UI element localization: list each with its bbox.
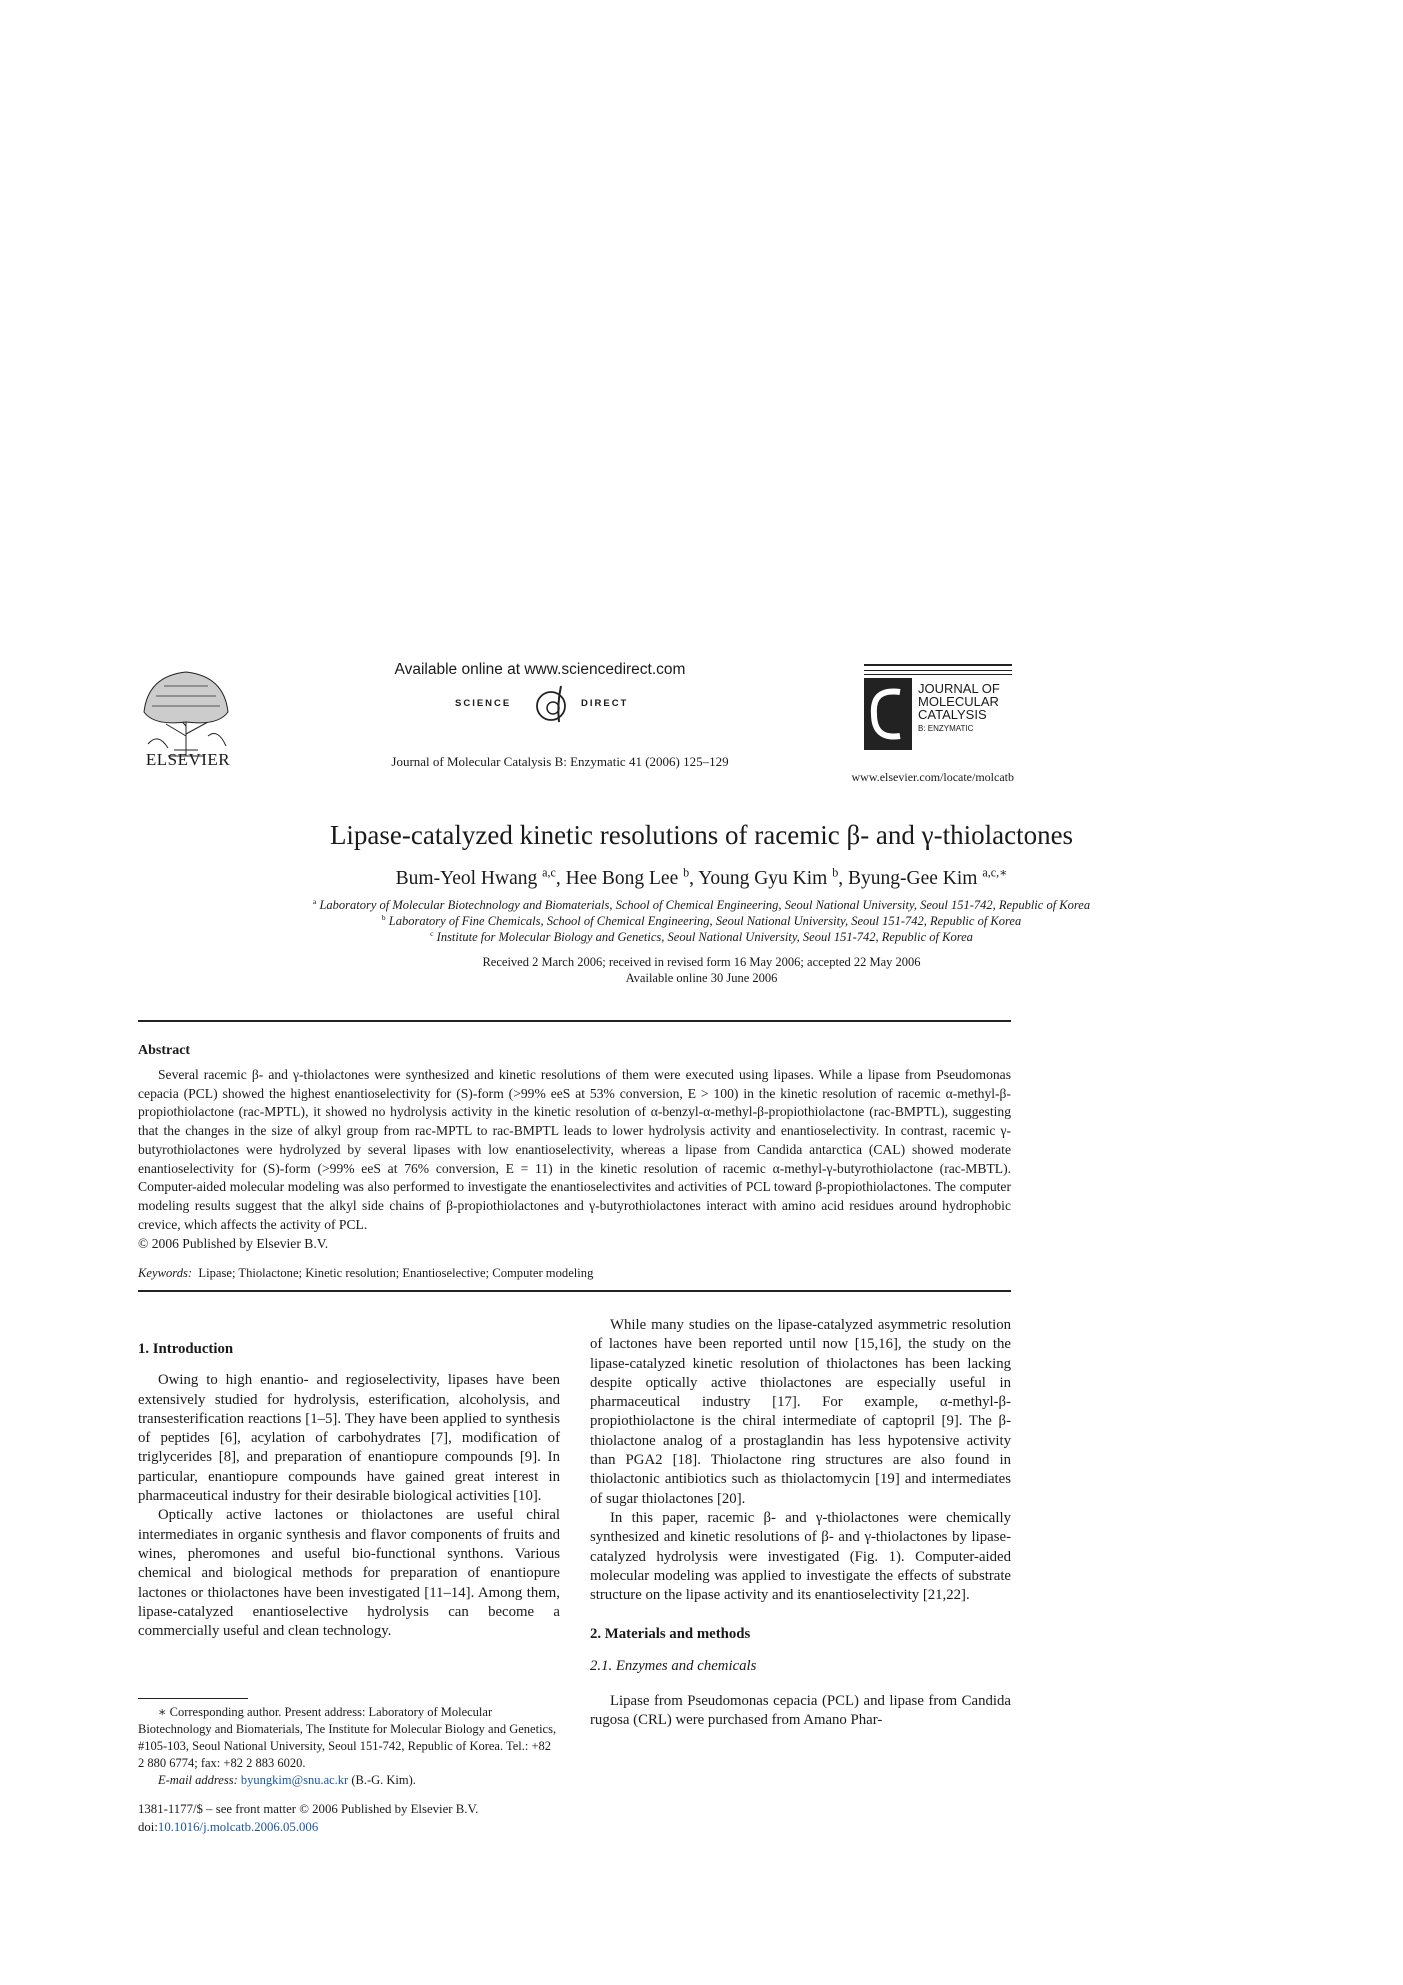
received-dates: Received 2 March 2006; received in revised form 16 May 2006; accepted 22 May 2006	[482, 955, 921, 969]
corresponding-author-footnote	[138, 1704, 560, 1789]
sd-science-text: SCIENCE	[455, 698, 512, 709]
journal-logo-line-1: JOURNAL OF	[918, 681, 1000, 696]
left-column	[138, 1340, 560, 1641]
intro-paragraph-1: Owing to high enantio- and regioselectivity, lipases have been extensively studied for hydrolysis, esterification, alcoholysis, and transesterification reactions [1–5]. They have been applied to synthesis of peptides [6], acylation of carbohydrates [7], modification of triglycerides [8], and preparation of enantiopure compounds [9]. In particular, enantiopure compounds have gained great interest in pharmaceutical industry for their desirable biological activities [10].	[138, 1372, 560, 1505]
affiliation-text: Laboratory of Molecular Biotechnology and Biomaterials, School of Chemical Engineering, Seoul National University, Seoul 151-742, Republic of Korea	[319, 898, 1091, 912]
doi-link[interactable]: 10.1016/j.molcatb.2006.05.006	[157, 1820, 319, 1834]
section-heading-introduction: 1. Introduction	[138, 1341, 234, 1357]
email-label: E-mail address:	[158, 1773, 238, 1787]
email-link[interactable]: byungkim@snu.ac.kr	[240, 1773, 349, 1787]
affiliation-marker: a	[312, 896, 317, 906]
online-date: Available online 30 June 2006	[625, 971, 778, 985]
divider	[138, 1020, 1011, 1022]
author-affiliation-marker[interactable]: a,c	[542, 865, 556, 880]
author-affiliation-marker[interactable]: a,c,∗	[982, 865, 1008, 880]
journal-logo	[864, 664, 1012, 758]
author-name: Byung-Gee Kim	[848, 868, 978, 889]
issn-block	[138, 1800, 478, 1836]
footnote-divider	[138, 1698, 248, 1699]
divider	[138, 1290, 1011, 1292]
author-affiliation-marker[interactable]: b	[832, 865, 839, 880]
keywords-label: Keywords:	[138, 1266, 193, 1280]
right-column	[590, 1316, 1011, 1731]
sciencedirect-d-icon	[531, 682, 575, 726]
affiliation-c	[90, 930, 1313, 945]
affiliation-b	[90, 914, 1313, 929]
keywords	[138, 1266, 593, 1281]
journal-logo-line-3: CATALYSIS	[918, 707, 987, 722]
journal-citation: Journal of Molecular Catalysis B: Enzymatic 41 (2006) 125–129	[391, 754, 729, 769]
journal-logo-line-4: B: ENZYMATIC	[918, 724, 974, 733]
section-heading-methods: 2. Materials and methods	[590, 1626, 751, 1643]
doi-label: doi:	[138, 1820, 158, 1834]
author-name: Hee Bong Lee	[565, 868, 679, 889]
footnote-text: ∗ Corresponding author. Present address: Laboratory of Molecular Biotechnology and Biomaterials, The Institute for Molecular Biology and Genetics, #105-103, Seoul National University, Seoul 151-742, Republic of Korea. Tel.: +82 2 880 6774; fax: +82 2 883 6020.	[138, 1705, 557, 1770]
journal-logo-line-2: MOLECULAR	[918, 694, 999, 709]
abstract-heading: Abstract	[138, 1043, 191, 1058]
affiliation-text: Laboratory of Fine Chemicals, School of Chemical Engineering, Seoul National University, Seoul 151-742, Republic of Korea	[388, 914, 1022, 928]
sd-direct-text: DIRECT	[581, 698, 629, 709]
intro-paragraph-4: In this paper, racemic β- and γ-thiolactones were chemically synthesized and kinetic resolutions of β- and γ-thiolactones by lipase-catalyzed hydrolysis were investigated (Fig. 1). Computer-aided molecular modeling was applied to investigate the effects of substrate structure on the lipase activity and its enantioselectivity [21,22].	[590, 1509, 1011, 1604]
available-online-text: Available online at www.sciencedirect.com	[394, 661, 686, 678]
intro-paragraph-3: While many studies on the lipase-catalyzed asymmetric resolution of lactones have been reported until now [15,16], the study on the lipase-catalyzed kinetic resolution of thiolactones has been lacking despite optically active thiolactones are especially useful in pharmaceutical industry [17]. For example, α-methyl-β-propiothiolactone is the chiral intermediate of captopril [9]. The β-thiolactone analog of a prostaglandin has less hypotensive activity than PGA2 [18]. Thiolactone ring structures are also found in thiolactonic antibiotics such as thiolactomycin [19] and intermediates of sugar thiolactones [20].	[590, 1317, 1011, 1507]
author-name: Bum-Yeol Hwang	[395, 868, 538, 889]
intro-paragraph-2: Optically active lactones or thiolactones are useful chiral intermediates in organic synthesis and flavor components of fruits and wines, pheromones and useful bio-functional synthons. Various chemical and biological methods for preparation of enantiopure lactones or thiolactones have been investigated [11–14]. Among them, lipase-catalyzed enantioselective hydrolysis can become a commercially useful and clean technology.	[138, 1507, 560, 1640]
publisher-name: ELSEVIER	[145, 750, 231, 769]
keywords-list: Lipase; Thiolactone; Kinetic resolution; Enantioselective; Computer modeling	[198, 1266, 594, 1280]
author-name: Young Gyu Kim	[698, 868, 828, 889]
journal-url[interactable]: www.elsevier.com/locate/molcatb	[851, 770, 1014, 784]
author-separator: ,	[838, 868, 849, 889]
author-list	[90, 865, 1313, 890]
author-separator: ,	[555, 868, 566, 889]
affiliation-text: Institute for Molecular Biology and Genetics, Seoul National University, Seoul 151-742, Republic of Korea	[436, 930, 973, 944]
issn-line: 1381-1177/$ – see front matter © 2006 Published by Elsevier B.V.	[138, 1802, 479, 1816]
article-title: Lipase-catalyzed kinetic resolutions of racemic β- and γ-thiolactones	[329, 820, 1074, 850]
sciencedirect-logo	[455, 682, 655, 726]
affiliation-marker: c	[430, 928, 434, 938]
affiliation-a	[90, 898, 1313, 913]
affiliation-marker: b	[381, 912, 386, 922]
abstract-copyright: © 2006 Published by Elsevier B.V.	[138, 1236, 329, 1251]
journal-c-icon	[868, 684, 906, 744]
author-affiliation-marker[interactable]: b	[683, 865, 690, 880]
author-separator: ,	[689, 868, 699, 889]
abstract-body: Several racemic β- and γ-thiolactones were synthesized and kinetic resolutions of them were executed using lipases. While a lipase from Pseudomonas cepacia (PCL) showed the highest enantioselectivity for (S)-form (>99% eeS at 53% conversion, E > 100) in the kinetic resolution of racemic α-methyl-β-propiothiolactone (rac-MPTL), it showed no hydrolysis activity in the kinetic resolution of α-benzyl-α-methyl-β-propiothiolactone (rac-BMPTL), suggesting that the changes in the size of alkyl group from rac-MPTL to rac-BMPTL leads to lower hydrolysis activity and enantioselectivity. In contrast, racemic γ-butyrothiolactones were hydrolyzed by several lipases with low enantioselectivity, whereas a lipase from Candida antarctica (CAL) showed moderate enantioselectivity for (S)-form (>99% eeS at 76% conversion, E = 11) in the kinetic resolution of racemic α-methyl-γ-butyrothiolactone (rac-MBTL). Computer-aided molecular modeling was also performed to investigate the enantioselectivites and activities of PCL toward β-propiothiolactones. The computer modeling results suggest that the alkyl side chains of β-propiothiolactones and γ-butyrothiolactones interact with amino acid residues around hydrophobic crevice, which affects the activity of PCL.	[138, 1067, 1011, 1232]
methods-paragraph-1: Lipase from Pseudomonas cepacia (PCL) and lipase from Candida rugosa (CRL) were purchased from Amano Phar-	[590, 1693, 1011, 1729]
email-owner: (B.-G. Kim).	[351, 1773, 416, 1787]
subsection-heading-enzymes: 2.1. Enzymes and chemicals	[590, 1657, 757, 1674]
